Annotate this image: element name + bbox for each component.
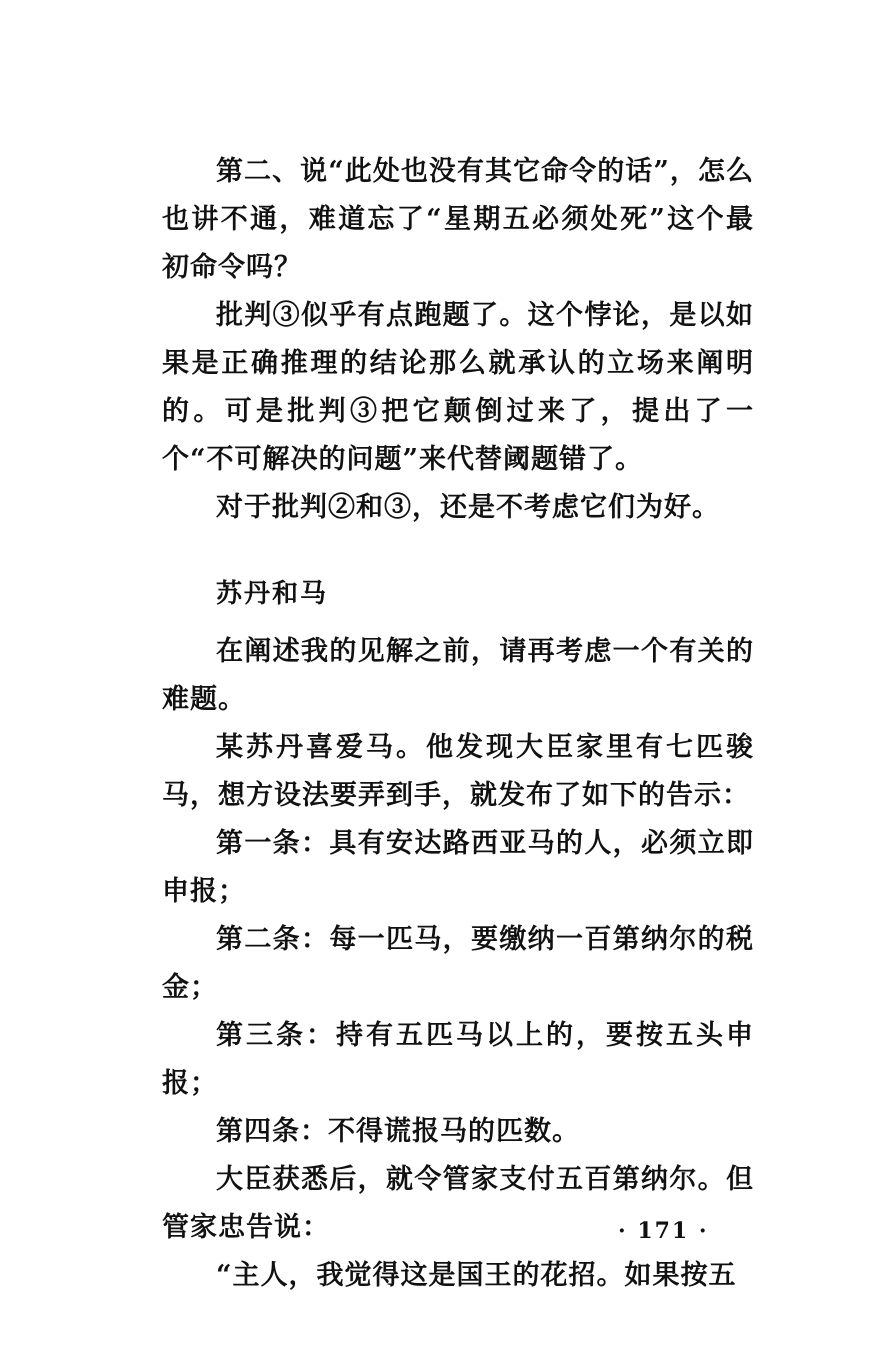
paragraph: 大臣获悉后，就令管家支付五百第纳尔。但管家忠告说： [162, 1164, 754, 1243]
paragraph: 第三条：持有五匹马以上的，要按五头申报； [162, 1020, 754, 1099]
paragraph: 批判③似乎有点跑题了。这个悖论，是以如果是正确推理的结论那么就承认的立场来阐明的。可是批判③把它颠倒过来了，提出了一个“不可解决的问题”来代替阈题错了。 [162, 300, 754, 475]
paragraph: 在阐述我的见解之前，请再考虑一个有关的难题。 [162, 636, 754, 715]
paragraph: 对于批判②和③，还是不考虑它们为好。 [216, 492, 720, 523]
paragraph: 第二、说“此处也没有其它命令的话”，怎么也讲不通，难道忘了“星期五必须处死”这个最初命令吗？ [162, 156, 754, 283]
paragraph: 某苏丹喜爱马。他发现大臣家里有七匹骏马，想方设法要弄到手，就发布了如下的告示： [162, 732, 754, 811]
page-body [162, 148, 754, 1300]
page-number: · 171 · [618, 1218, 709, 1244]
section-heading: 苏丹和马 [216, 579, 329, 609]
paragraph: 第四条：不得谎报马的匹数。 [216, 1116, 580, 1147]
paragraph: 第二条：每一匹马，要缴纳一百第纳尔的税金； [162, 924, 754, 1003]
paragraph: 第一条：具有安达路西亚马的人，必须立即申报； [162, 828, 754, 907]
paragraph: “主人，我觉得这是国王的花招。如果按五 [216, 1260, 737, 1291]
